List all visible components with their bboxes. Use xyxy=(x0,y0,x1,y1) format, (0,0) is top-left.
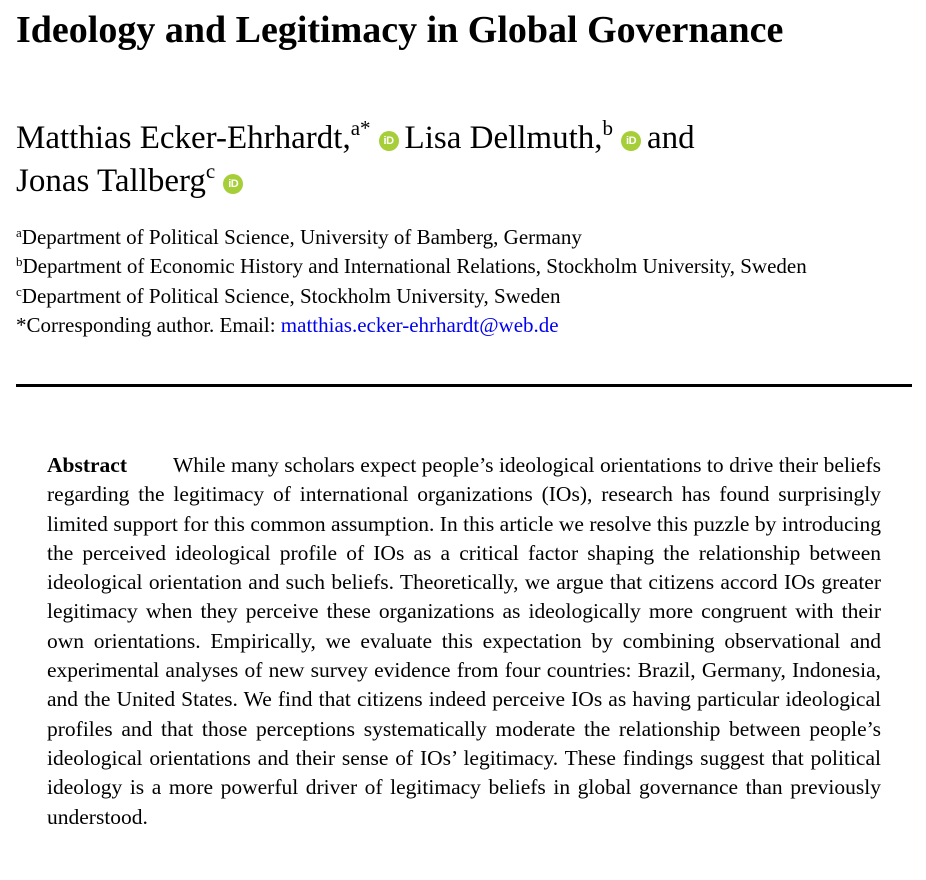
affiliation-text: Department of Economic History and International Relations, Stockholm University, Sweden xyxy=(22,254,807,279)
author-affiliation-marker: b xyxy=(602,116,614,140)
author-affiliation-marker: c xyxy=(205,159,216,183)
abstract-text: While many scholars expect people’s ideological orientations to drive their beliefs regarding the legitimacy of international organizations (IOs), research has found surprisingly limited support for this common assumption. In this article we resolve this puzzle by introducing the perceived ideological profile of IOs as a critical factor shaping the relationship between ideological orientation and such beliefs. Theoretically, we argue that citizens accord IOs greater legitimacy when they perceive these organizations as ideologically more congruent with their own orientations. Empirically, we evaluate this expectation by combining observational and experimental analyses of new survey evidence from four countries: Brazil, Germany, Indonesia, and the United States. We find that citizens indeed perceive IOs as having particular ideological profiles and that those perceptions systematically moderate the relationship between people’s ideological orientations and their sense of IOs’ legitimacy. These findings suggest that political ideology is a more powerful driver of legitimacy beliefs in global governance than previously understood. xyxy=(47,453,881,829)
orcid-icon[interactable]: iD xyxy=(621,131,641,151)
affiliation-item xyxy=(16,282,921,311)
author-list xyxy=(16,117,916,203)
abstract-label: Abstract xyxy=(47,453,128,477)
corresponding-author-label: *Corresponding author. Email: xyxy=(16,312,281,337)
paper-title: Ideology and Legitimacy in Global Governance xyxy=(16,9,784,51)
author-name: Matthias Ecker-Ehrhardt, xyxy=(16,120,351,156)
author-name: Jonas Tallberg xyxy=(16,163,206,199)
orcid-icon[interactable]: iD xyxy=(379,131,399,151)
affiliation-marker: b xyxy=(16,254,23,270)
author-name: Lisa Dellmuth, xyxy=(404,120,603,156)
author-affiliation-marker: a* xyxy=(350,116,371,140)
corresponding-author xyxy=(16,311,921,340)
abstract xyxy=(47,451,881,832)
affiliation-marker: a xyxy=(16,225,22,240)
affiliation-text: Department of Political Science, Stockholm University, Sweden xyxy=(21,283,561,308)
affiliation-marker: c xyxy=(16,283,22,299)
author-conjunction: and xyxy=(647,120,695,156)
affiliation-text: Department of Political Science, University of Bamberg, Germany xyxy=(21,225,582,249)
orcid-icon[interactable]: iD xyxy=(223,174,243,194)
section-divider xyxy=(16,384,912,387)
affiliation-list xyxy=(16,223,921,340)
email-link[interactable]: matthias.ecker-ehrhardt@web.de xyxy=(280,312,559,337)
affiliation-item xyxy=(16,252,921,281)
affiliation-item xyxy=(16,223,921,252)
